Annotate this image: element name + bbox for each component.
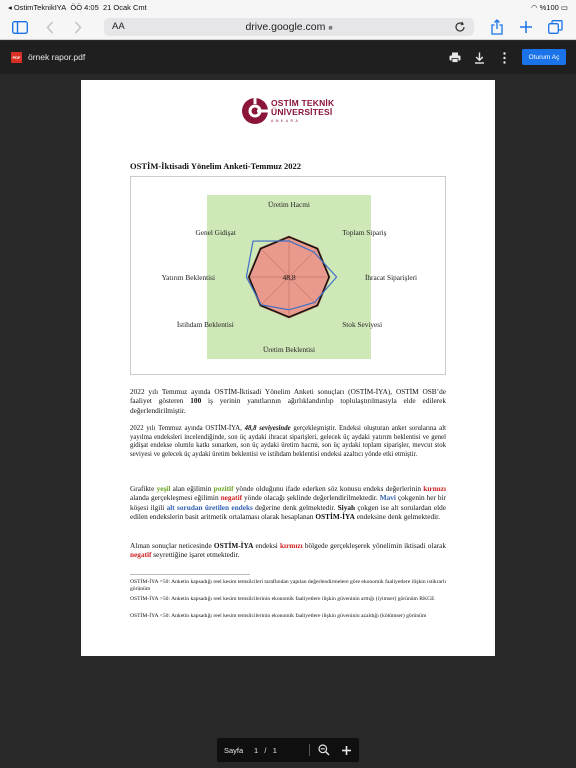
reader-options-button[interactable]: AA (112, 21, 125, 32)
paragraph-conclusion: Alınan sonuçlar neticesinde OSTİM-İYA endeksi kırmızı bölgede gerçekleşerek yönelimin iktisadi olarak negatif seyrettiğine işaret etmektedir. (130, 541, 446, 560)
paragraph-legend: Grafikte yeşil alan eğilimin pozitif yönde olduğunu ifade ederken söz konusu endeks değerlerinin kırmızı alanda gerçekleşmesi eğilimin negatif yönde olacağı şeklinde değerlendirilmektedir. Mavi çokgenin her bir köşesi ilgili alt sorudan üretilen endeks değerine denk gelmektedir. Siyah çokgen ise alt sorulardan elde edilen endekslerin basit aritmetik ortalaması olarak hesaplanan OSTİM-İYA endeksine denk gelmektedir. (130, 484, 446, 522)
category-label: İstihdam Beklentisi (176, 320, 234, 330)
url-text[interactable]: drive.google.com ■ (245, 21, 333, 33)
logo-wordmark: OSTİM TEKNİK ÜNİVERSİTESİ (271, 98, 335, 117)
footnote-above: OSTİM-İYA >50: Anketin kapsadığı reel kesim temsilcilerinin ekonomik faaliyetlere ilişkin güveninin arttığı (iyimser) görünüm RKGE (130, 596, 435, 602)
back-icon[interactable] (46, 19, 54, 35)
file-name: örnek rapor.pdf (28, 52, 86, 62)
category-label: Stok Seviyesi (342, 320, 383, 330)
lock-icon: ■ (328, 25, 333, 32)
print-icon[interactable] (447, 50, 462, 65)
page-label: Sayfa (224, 746, 244, 755)
footnote-equal: OSTİM-İYA =50: Anketin kapsadığı reel kesim temsilcileri taraflından yapılan değerlendirmelere göre ekonomik faaliyetlere ilişkin istikrarlı görünüm (130, 579, 446, 593)
forward-icon[interactable] (74, 19, 82, 35)
paragraph-intro: 2022 yılı Temmuz ayında OSTİM-İktisadi Yönelim Anketi sonuçları (OSTİM-İYA), OSTİM OSB’de faaliyet gösteren 100 iş yerinin yanıtlarının ağırlıklandırılıp toplulaştırılmasıyla elde edilerek değerlendirilmiştir. (130, 387, 446, 415)
university-logo-icon (241, 94, 269, 133)
address-bar[interactable] (104, 18, 474, 36)
page-total: 1 (272, 746, 277, 755)
page-number-input[interactable]: 1 (254, 746, 259, 755)
sidebar-icon[interactable] (12, 19, 28, 35)
status-date: 21 Ocak Cmt (102, 3, 147, 12)
status-left (8, 3, 147, 12)
pdf-viewer-header (0, 41, 576, 74)
ios-status-bar (0, 0, 576, 14)
document-title: OSTİM-İktisadi Yönelim Anketi-Temmuz 2022 (130, 161, 302, 171)
zoom-out-icon[interactable] (317, 743, 331, 757)
page-counter: 1 / 1 (254, 746, 277, 755)
sign-in-button[interactable]: Oturum Aç (522, 49, 566, 65)
tabs-overview-icon[interactable] (548, 19, 563, 35)
logo-subtitle: ANKARA (271, 119, 301, 123)
page-navigation (217, 738, 359, 762)
center-value-label: 48,8 (282, 273, 296, 282)
nav-divider (309, 744, 310, 756)
category-label: Üretim Hacmi (268, 200, 310, 210)
battery-percent: %100 (539, 3, 559, 12)
status-right (531, 3, 568, 12)
category-label: Üretim Beklentisi (262, 344, 316, 354)
footnote-below: OSTİM-İYA <50: Anketin kapsadığı reel kesim temsilcilerinin ekonomik faaliyetlere ilişkin güveninin azaldığı (kötümser) görünüm (130, 613, 427, 619)
pdf-page (81, 80, 495, 656)
more-options-icon[interactable] (497, 50, 512, 65)
browser-toolbar (0, 14, 576, 40)
paragraph-result: 2022 yılı Temmuz ayında OSTİM-İYA, 48,8 seviyesinde gerçekleşmiştir. Endeksi oluşturan anket sorularına alt yayılma endeksleri incelendiğinde, son üç aydaki ihracat siparişleri, gelecek üç aydaki yatırım beklentisi ve genel gidişat endekse olumlu katkı sunarken, son üç aydaki üretim hacmi, son üç aydaki toplam siparişler, mevcut stok seviyesi ve gelecek üç aydaki üretim beklentisi ve istihdam beklentisi endeksi azaltıcı yönde etki etmiştir. (130, 425, 446, 458)
footnote-divider (130, 574, 250, 575)
radar-chart (130, 176, 446, 375)
back-to-app-link[interactable]: ◂ OstimTeknikIYA (8, 3, 67, 12)
category-label: Toplam Sipariş (342, 227, 387, 237)
battery-icon: ▭ (560, 3, 568, 12)
zoom-in-icon[interactable] (339, 743, 353, 757)
download-icon[interactable] (472, 50, 487, 65)
pdf-file-icon: PDF (11, 52, 22, 63)
status-time: ÖÖ 4:05 (70, 3, 99, 12)
reload-icon[interactable] (454, 20, 466, 38)
new-tab-icon[interactable] (519, 19, 533, 35)
category-label: Genel Gidişat (195, 227, 236, 237)
category-label: Yatırım Beklentisi (161, 273, 216, 282)
radar-chart-svg (131, 177, 447, 376)
share-icon[interactable] (491, 19, 503, 35)
wifi-icon: ◠ (530, 3, 538, 12)
category-label: İhracat Siparişleri (364, 273, 418, 282)
